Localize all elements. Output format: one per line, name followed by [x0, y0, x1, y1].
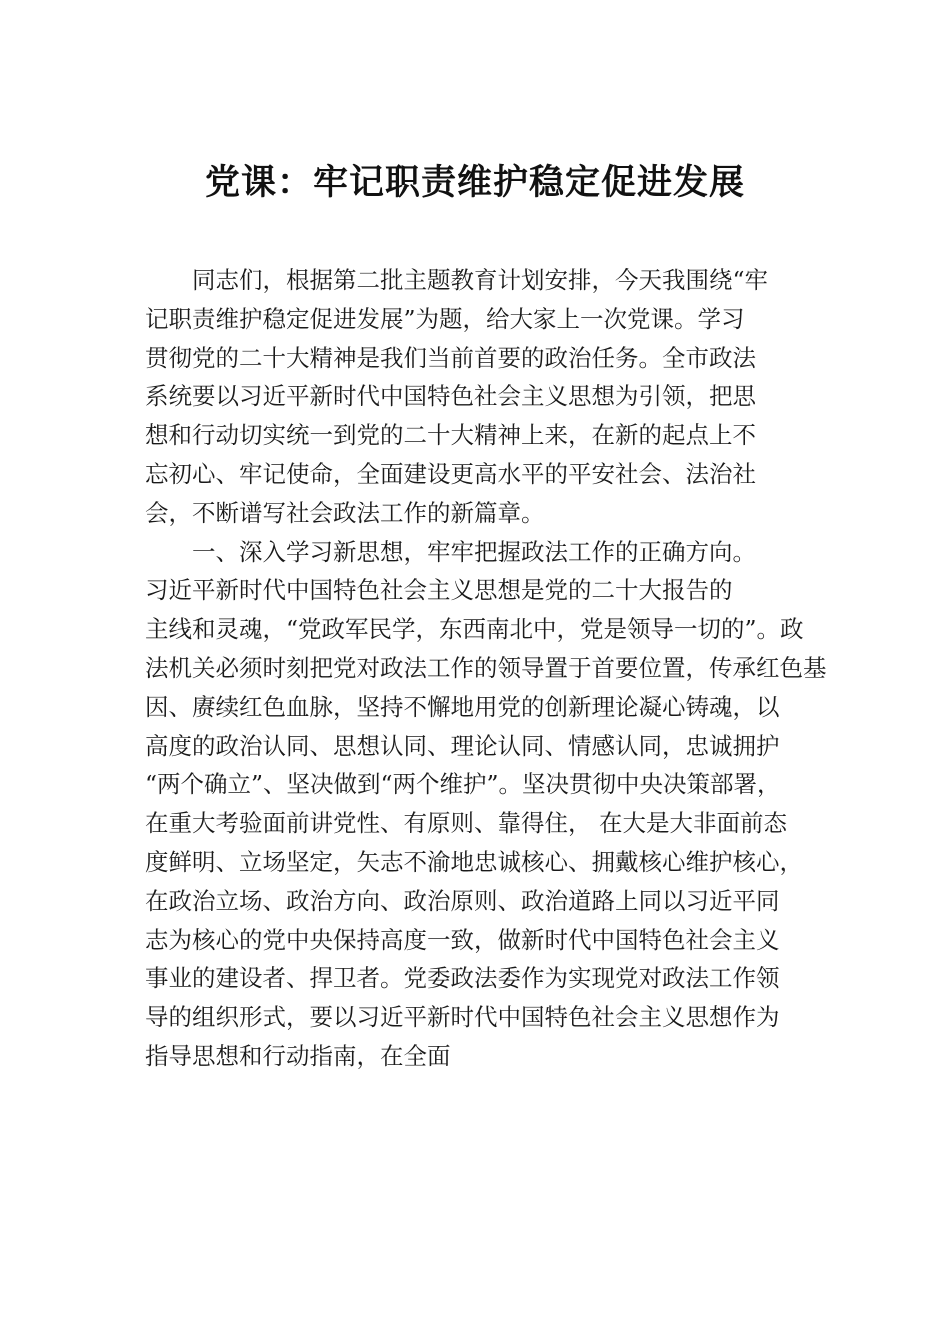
text-line: 指导思想和行动指南，在全面 [145, 1041, 451, 1070]
text-line: 因、赓续红色血脉，坚持不懈地用党的创新理论凝心铸魂，以 [145, 692, 780, 721]
text-line: 同志们，根据第二批主题教育计划安排，今天我围绕“牢 [192, 266, 769, 294]
text-line: 度鲜明、立场坚定，矢志不渝地忠诚核心、拥戴核心维护核心， [145, 847, 803, 876]
text-line: 导的组织形式，要以习近平新时代中国特色社会主义思想作为 [145, 1003, 780, 1032]
document-title: 党课：牢记职责维护稳定促进发展 [204, 162, 745, 203]
text-line: 习近平新时代中国特色社会主义思想是党的二十大报告的 [145, 576, 733, 605]
text-line: 记职责维护稳定促进发展”为题，给大家上一次党课。学习 [145, 304, 745, 333]
text-line: “两个确立”、坚决做到“两个维护”。坚决贯彻中央决策部署， [145, 770, 781, 799]
text-line: 法机关必须时刻把党对政法工作的领导置于首要位置，传承红色基 [145, 653, 827, 682]
text-line: 忘初心、牢记使命，全面建设更高水平的平安社会、法治社 [145, 459, 756, 488]
text-line: 会，不断谱写社会政法工作的新篇章。 [145, 498, 545, 527]
text-line: 在重大考验面前讲党性、有原则、靠得住， 在大是大非面前态 [145, 809, 787, 838]
text-line: 主线和灵魂，“党政军民学，东西南北中，党是领导一切的”。政 [145, 615, 804, 644]
text-line: 事业的建设者、捍卫者。党委政法委作为实现党对政法工作领 [145, 964, 780, 993]
text-line: 志为核心的党中央保持高度一致，做新时代中国特色社会主义 [145, 925, 780, 954]
text-line: 在政治立场、政治方向、政治原则、政治道路上同以习近平同 [145, 886, 780, 915]
text-line: 一、深入学习新思想，牢牢把握政法工作的正确方向。 [192, 537, 756, 566]
text-line: 想和行动切实统一到党的二十大精神上来，在新的起点上不 [145, 421, 756, 450]
text-line: 高度的政治认同、思想认同、理论认同、情感认同，忠诚拥护 [145, 731, 780, 760]
text-line: 贯彻党的二十大精神是我们当前首要的政治任务。全市政法 [145, 343, 756, 372]
document-body [145, 261, 825, 1076]
text-line: 系统要以习近平新时代中国特色社会主义思想为引领，把思 [145, 382, 756, 411]
